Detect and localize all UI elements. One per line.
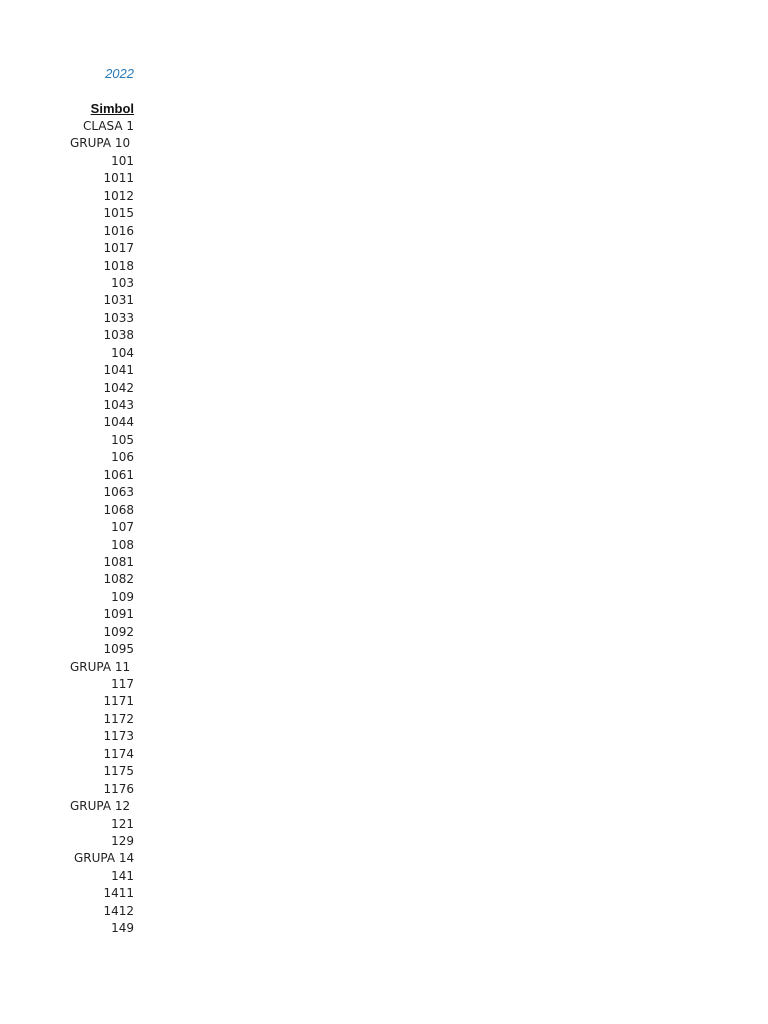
symbol-cell: 141 <box>111 868 134 883</box>
symbol-row <box>0 449 200 466</box>
symbol-cell: 106 <box>111 450 134 465</box>
symbol-row <box>0 624 200 641</box>
symbol-row <box>0 554 200 571</box>
symbol-cell: 1091 <box>103 607 134 622</box>
symbol-cell: 108 <box>111 537 134 552</box>
symbol-cell: 1092 <box>103 624 134 639</box>
symbol-cell: 1043 <box>103 398 134 412</box>
symbol-cell: 103 <box>111 275 134 290</box>
symbol-row <box>0 292 200 309</box>
symbol-row <box>0 519 200 536</box>
symbol-row <box>0 327 200 344</box>
symbol-cell: 1011 <box>103 171 134 186</box>
symbol-cell: CLASA 1 <box>82 119 134 133</box>
symbol-row <box>0 816 200 833</box>
symbol-row <box>0 868 200 885</box>
symbol-row <box>0 833 200 850</box>
symbol-cell: 1012 <box>103 188 134 203</box>
symbol-cell: 1411 <box>103 886 134 901</box>
symbol-row <box>0 397 200 414</box>
symbol-cell: 101 <box>111 153 134 168</box>
symbol-row <box>0 693 200 710</box>
symbol-list <box>0 118 200 938</box>
symbol-cell: 1171 <box>103 694 134 709</box>
group-row <box>0 850 200 867</box>
symbol-row <box>0 310 200 327</box>
symbol-row <box>0 258 200 275</box>
symbol-cell: 129 <box>111 833 134 848</box>
symbol-row <box>0 537 200 554</box>
symbol-cell: 121 <box>111 816 134 831</box>
class-row <box>0 118 200 135</box>
symbol-cell: 1176 <box>103 781 134 796</box>
symbol-cell: 1061 <box>103 467 134 482</box>
symbol-cell: 105 <box>111 432 134 447</box>
symbol-row <box>0 781 200 798</box>
symbol-cell: 104 <box>111 345 134 360</box>
symbol-row <box>0 188 200 205</box>
symbol-row <box>0 205 200 222</box>
symbol-row <box>0 728 200 745</box>
symbol-cell: 1063 <box>103 485 134 500</box>
symbol-row <box>0 223 200 240</box>
symbol-cell: 1082 <box>103 572 134 587</box>
symbol-cell: GRUPA 10 <box>70 136 131 151</box>
symbol-row <box>0 641 200 658</box>
symbol-row <box>0 153 200 170</box>
symbol-cell: 1041 <box>103 363 134 378</box>
symbol-cell: 1018 <box>103 258 134 273</box>
symbol-cell: 1015 <box>103 206 134 221</box>
symbol-cell: 1068 <box>103 502 134 517</box>
symbol-cell: 1033 <box>103 310 134 325</box>
symbol-cell: 109 <box>111 589 134 604</box>
symbol-cell: 1175 <box>103 764 134 779</box>
symbol-row <box>0 763 200 780</box>
symbol-cell: GRUPA 14 <box>74 851 135 866</box>
symbol-cell: 1174 <box>103 746 134 761</box>
symbol-cell: 1412 <box>103 903 134 918</box>
symbol-row <box>0 467 200 484</box>
symbol-cell: 1038 <box>103 328 134 343</box>
symbol-cell: GRUPA 11 <box>70 659 131 674</box>
symbol-row <box>0 432 200 449</box>
symbol-cell: 149 <box>111 921 134 936</box>
year-label: 2022 <box>105 66 134 81</box>
symbol-row <box>0 484 200 501</box>
symbol-cell: GRUPA 12 <box>70 799 131 814</box>
symbol-row <box>0 746 200 763</box>
symbol-cell: 1081 <box>103 554 134 569</box>
symbol-cell: 1172 <box>103 711 134 726</box>
symbol-row <box>0 275 200 292</box>
symbol-cell: 1173 <box>103 729 134 744</box>
symbol-cell: 1042 <box>103 380 134 395</box>
symbol-row <box>0 240 200 257</box>
symbol-row <box>0 589 200 606</box>
symbol-cell: 117 <box>111 677 134 691</box>
symbol-row <box>0 885 200 902</box>
symbol-row <box>0 345 200 362</box>
column-header-simbol: Simbol <box>90 101 134 116</box>
symbol-cell: 1044 <box>103 415 134 430</box>
symbol-row <box>0 571 200 588</box>
symbol-row <box>0 502 200 519</box>
symbol-cell: 1016 <box>103 223 134 238</box>
symbol-row <box>0 606 200 623</box>
symbol-row <box>0 676 200 693</box>
group-row <box>0 135 200 152</box>
symbol-cell: 107 <box>111 520 134 535</box>
symbol-row <box>0 170 200 187</box>
symbol-row <box>0 414 200 431</box>
group-row <box>0 798 200 815</box>
symbol-row <box>0 920 200 937</box>
symbol-row <box>0 903 200 920</box>
symbol-cell: 1095 <box>103 642 134 657</box>
symbol-row <box>0 380 200 397</box>
symbol-row <box>0 362 200 379</box>
symbol-cell: 1031 <box>103 293 134 308</box>
symbol-cell: 1017 <box>103 241 134 256</box>
group-row <box>0 659 200 676</box>
symbol-row <box>0 711 200 728</box>
